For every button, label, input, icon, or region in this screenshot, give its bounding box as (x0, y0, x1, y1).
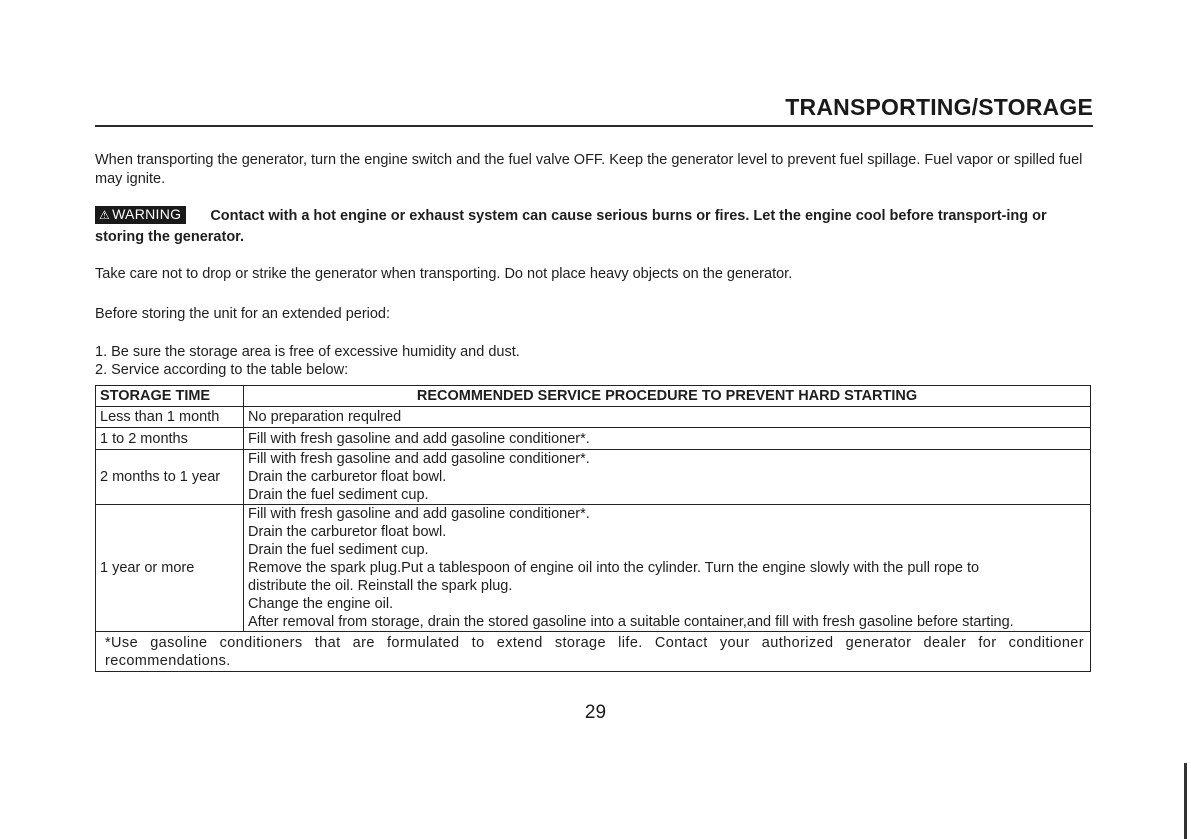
procedure-line: Fill with fresh gasoline and add gasoline conditioner*. (248, 506, 590, 522)
procedure-line: No preparation requlred (248, 409, 402, 425)
procedure-line: Fill with fresh gasoline and add gasoline conditioner*. (248, 430, 590, 447)
before-storing-paragraph: Before storing the unit for an extended period: (95, 306, 391, 322)
title-divider (95, 125, 1093, 127)
list-item: 1. Be sure the storage area is free of excessive humidity and dust. (95, 344, 520, 360)
procedure-line: Remove the spark plug.Put a tablespoon of engine oil into the cylinder. Turn the engine slowly with the pull rope to (248, 560, 980, 576)
table-row (96, 428, 1091, 450)
procedure-line: Drain the carburetor float bowl. (248, 524, 447, 540)
table-row (96, 450, 1091, 505)
warning-block (95, 206, 1095, 248)
procedure-cell (244, 428, 1091, 450)
storage-time-header: STORAGE TIME (96, 386, 244, 407)
warning-badge (95, 206, 186, 224)
page-number: 29 (584, 702, 607, 723)
procedure-line: Change the engine oil. (248, 596, 394, 612)
procedure-line: Drain the fuel sediment cup. (248, 487, 429, 503)
table-header-row (96, 386, 1091, 407)
procedure-line: Drain the fuel sediment cup. (248, 542, 429, 558)
list-item: 2. Service according to the table below: (95, 362, 349, 378)
warning-triangle-icon: ⚠ (99, 208, 111, 222)
storage-time-cell: 1 to 2 months (96, 428, 244, 450)
procedure-cell (244, 450, 1091, 505)
storage-time-cell: 2 months to 1 year (96, 450, 244, 505)
scan-edge-mark (1184, 763, 1187, 839)
intro-paragraph: When transporting the generator, turn the engine switch and the fuel valve OFF. Keep the generator level to prevent fuel spillage. Fuel vapor or spilled fuel may ignite. (95, 152, 1083, 187)
steps-list (95, 343, 520, 379)
care-paragraph: Take care not to drop or strike the generator when transporting. Do not place heavy objects on the generator. (95, 266, 793, 282)
table-row (96, 407, 1091, 428)
table-footnote: *Use gasoline conditioners that are formulated to extend storage life. Contact your authorized generator dealer for conditioner recommendations. (96, 632, 1091, 672)
storage-time-cell: Less than 1 month (96, 407, 244, 428)
table-row (96, 505, 1091, 632)
procedure-header: RECOMMENDED SERVICE PROCEDURE TO PREVENT HARD STARTING (244, 386, 1091, 407)
page-title: TRANSPORTING/STORAGE (785, 94, 1093, 120)
procedure-line: After removal from storage, drain the stored gasoline into a suitable container,and fill with fresh gasoline before starting. (248, 614, 1014, 630)
warning-text: Contact with a hot engine or exhaust system can cause serious burns or fires. Let the engine cool before transport-ing or storing the generator. (95, 208, 1047, 245)
procedure-cell (244, 407, 1091, 428)
storage-table (95, 385, 1091, 672)
procedure-cell (244, 505, 1091, 632)
warning-badge-label: WARNING (112, 206, 182, 222)
procedure-line: Drain the carburetor float bowl. (248, 469, 447, 485)
procedure-line: distribute the oil. Reinstall the spark plug. (248, 578, 513, 594)
footnote-row (96, 632, 1091, 672)
storage-time-cell: 1 year or more (96, 505, 244, 632)
procedure-line: Fill with fresh gasoline and add gasoline conditioner*. (248, 451, 590, 467)
